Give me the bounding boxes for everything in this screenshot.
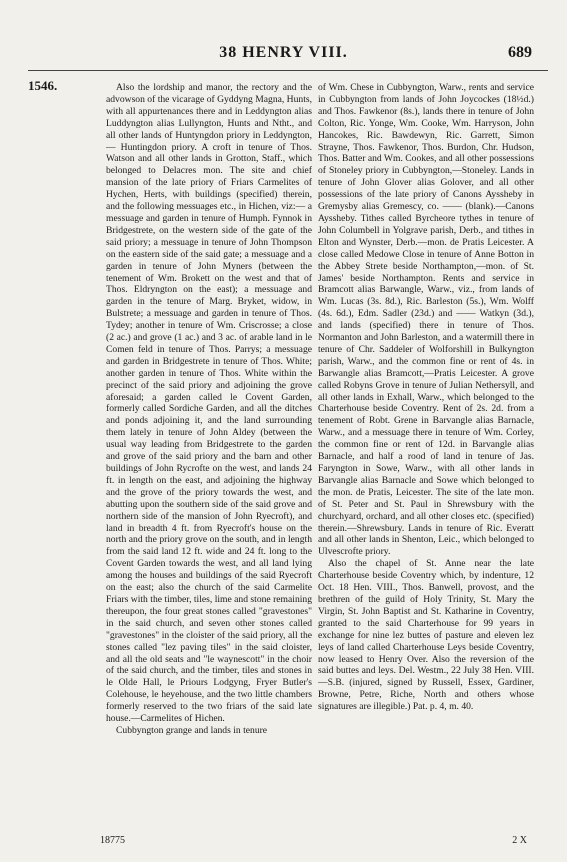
left-paragraph: Cubbyngton grange and lands in tenure xyxy=(116,724,268,736)
right-column xyxy=(318,82,534,713)
left-paragraph: Also the lordship and manor, the rectory and the advowson of the vicarage of Gyddyng Magna, Hunts, with all appurtenances there and in Leddyngton alias Luddyngton alias Lullyngton, Hunts and Ntht., and all other lands of Huntyngdon priory in Leddyngton, — Huntingdon priory. A croft in tenure of Thos. Watson and all other lands in Grotton, Staff., which belonged to Delacres mon. The site and chief mansion of the late priory of Friars Carmelites of Hychen, Herts, with buildings (specified) therein, and the following messuages etc., in Hichen, viz:— a messuage and garden in tenure of Humph. Fynnok in Bridgestrete, on the western side of the gate of the said priory; a messuage in tenure of John Thompson on the eastern side of the said gate; a messuage and a garden in tenure of John Myners (between the tenement of Wm. Brokett on the west and that of Thos. Eldryngton on the east); a messuage and garden in the tenure of Marg. Bryket, widow, in Bulstrete; a messuage and garden in tenure of Thos. Tydey; another in tenure of Wm. Criscrosse; a close (2 ac.) and grove (1 ac.) and 3 ac. of arable land in le Comen feld in tenure of Thos. Parrys; a messuage and garden in Bridgestrete in tenure of Thos. White; another garden in tenure of Thos. White within the precinct of the said priory and adjoining the grove aforesaid; a garden called le Covent Garden, formerly called Sordiche Garden, and all the ditches and ponds adjoining it, and the land surrounding them lately in tenure of John Aldey (between the usual way leading from Bridgestrete to the garden and grove of the said priory and the barn and other buildings of John Rycrofte on the west, and lands 24 ft. in length on the east, and adjoining the highway and the grove of the priory towards the west, and abutting upon the southern side of the said grove and northern side of the mansion of John Ryecroft), and land in breadth 4 ft. from Ryecroft's house on the north and the priory grove on the south, and in length from the said land 12 ft. wide and 24 ft. long to the Covent Garden towards the west, and all land lying among the houses and buildings of the said Ryecroft on the east; also the church of the said Carmelite Friars with the timber, tiles, lime and stone remaining thereupon, the four great stones called "gravestones" in the said church, and seven other stones called "gravestones" in the cloister of the said priory, all the stones called "lez paving tiles" in the said cloister, and all the old seats and "le waynescott" in the choir of the said church, and the timber, tiles and stones in le Olde Hall, le Priours Lodgyng, Fryer Butler's Colehouse, le heyehouse, and the two little chambers formerly reserved to the two friars of the said late house.—Carmelites of Hichen. xyxy=(106,82,312,725)
right-paragraph: Also the chapel of St. Anne near the late Charterhouse beside Coventry which, by indenture, 12 Oct. 18 Hen. VIII., Thos. Banwell, provost, and the brethren of the guild of Holy Trinity, St. Mary the Virgin, St. John Baptist and St. Katharine in Coventry, granted to the said Charterhouse for 99 years in exchange for nine lez buttes of pasture and eleven lez leys of land called Charterhouse Leys beside Coventry, now leased to Henry Over. Also the reversion of the said buttes and leys. Del. Westm., 22 July 38 Hen. VIII. —S.B. (injured, signed by Russell, Essex, Gardiner, Browne, Petre, Riche, North and others whose signatures are illegible.) Pat. p. 4, m. 40. xyxy=(318,558,534,713)
right-paragraph: of Wm. Chese in Cubbyngton, Warw., rents and service in Cubbyngton from lands of John Joycockes (18½d.) and Thos. Fawkenor (8s.), lands there in tenure of John Colton, Ric. Yonge, Wm. Cooke, Wm. Harryson, John Hancokes, Ric. Bawdewyn, Ric. Garrett, Simon Strayne, Thos. Fawkenor, Thos. Burdon, Chr. Hudson, Thos. Batter and Wm. Cookes, and all other possessions of Stoneley priory in Cubbyngton,—Stoneley. Lands in tenure of John Glover alias Golover, and all other possessions of the late priory of Canons Ayssheby in Gremysby alias Gremescy, co. —— (blank).—Canons Ayssheby. Tithes called Byrcheore tythes in tenure of John Columbell in Yolgrave parish, Derb., and tithes in Elton and Wynster, Derb.—mon. de Pratis Leicester. A close called Medowe Close in tenure of Anne Botton in the Abbey Strete beside Northampton,—mon. of St. James' beside Northampton. Rents and service in Bramcott alias Barwangle, Warw., viz., from lands of Wm. Lucas (3s. 8d.), Ric. Barleston (5s.), Wm. Wolff (4s. 6d.), Edm. Sadler (23d.) and —— Watkyn (3d.), and lands (specified) there in tenure of Thos. Normanton and John Barleston, and a watermill there in tenure of Chr. Saddeler of Wolforshill in Bulkyngton parish, Warw., and the common fine or rent of 4s. in Barwangle alias Bramcott,—Pratis Leicester. A grove called Robyns Grove in tenure of Julian Nethersyll, and all other lands in Exhall, Warw., which belonged to the Charterhouse beside Coventry. Rent of 2s. 2d. from a tenement of Robt. Grene in Barvangle alias Barnacle, Warw., and a messuage there in tenure of Wm. Corley, the common fine or rent of 12d. in Barvangle alias Barnacle, and half a rood of land in tenure of Jas. Faryngton in Sowe, Warw., with all other lands in Barvangle alias Barnacle and Sowe which belonged to the mon. de Pratis, Leicester. The site of the late mon. of St. Peter and St. Paul in Shrewsbury with the churchyard, orchard, and all other closes etc. (specified) therein.—Shrewsbury. Lands in tenure of Ric. Everatt and all other lands in Shenton, Leic., which belonged to Ulvescrofte priory. xyxy=(318,82,534,558)
left-column xyxy=(106,82,312,737)
running-title: 38 HENRY VIII. xyxy=(219,44,348,61)
footer-signature-number: 18775 xyxy=(100,835,125,846)
year-marker: 1546. xyxy=(28,78,58,93)
page-header xyxy=(0,44,567,68)
header-rule xyxy=(28,70,548,71)
page-number: 689 xyxy=(508,44,532,61)
footer-gathering-mark: 2 X xyxy=(512,835,527,846)
